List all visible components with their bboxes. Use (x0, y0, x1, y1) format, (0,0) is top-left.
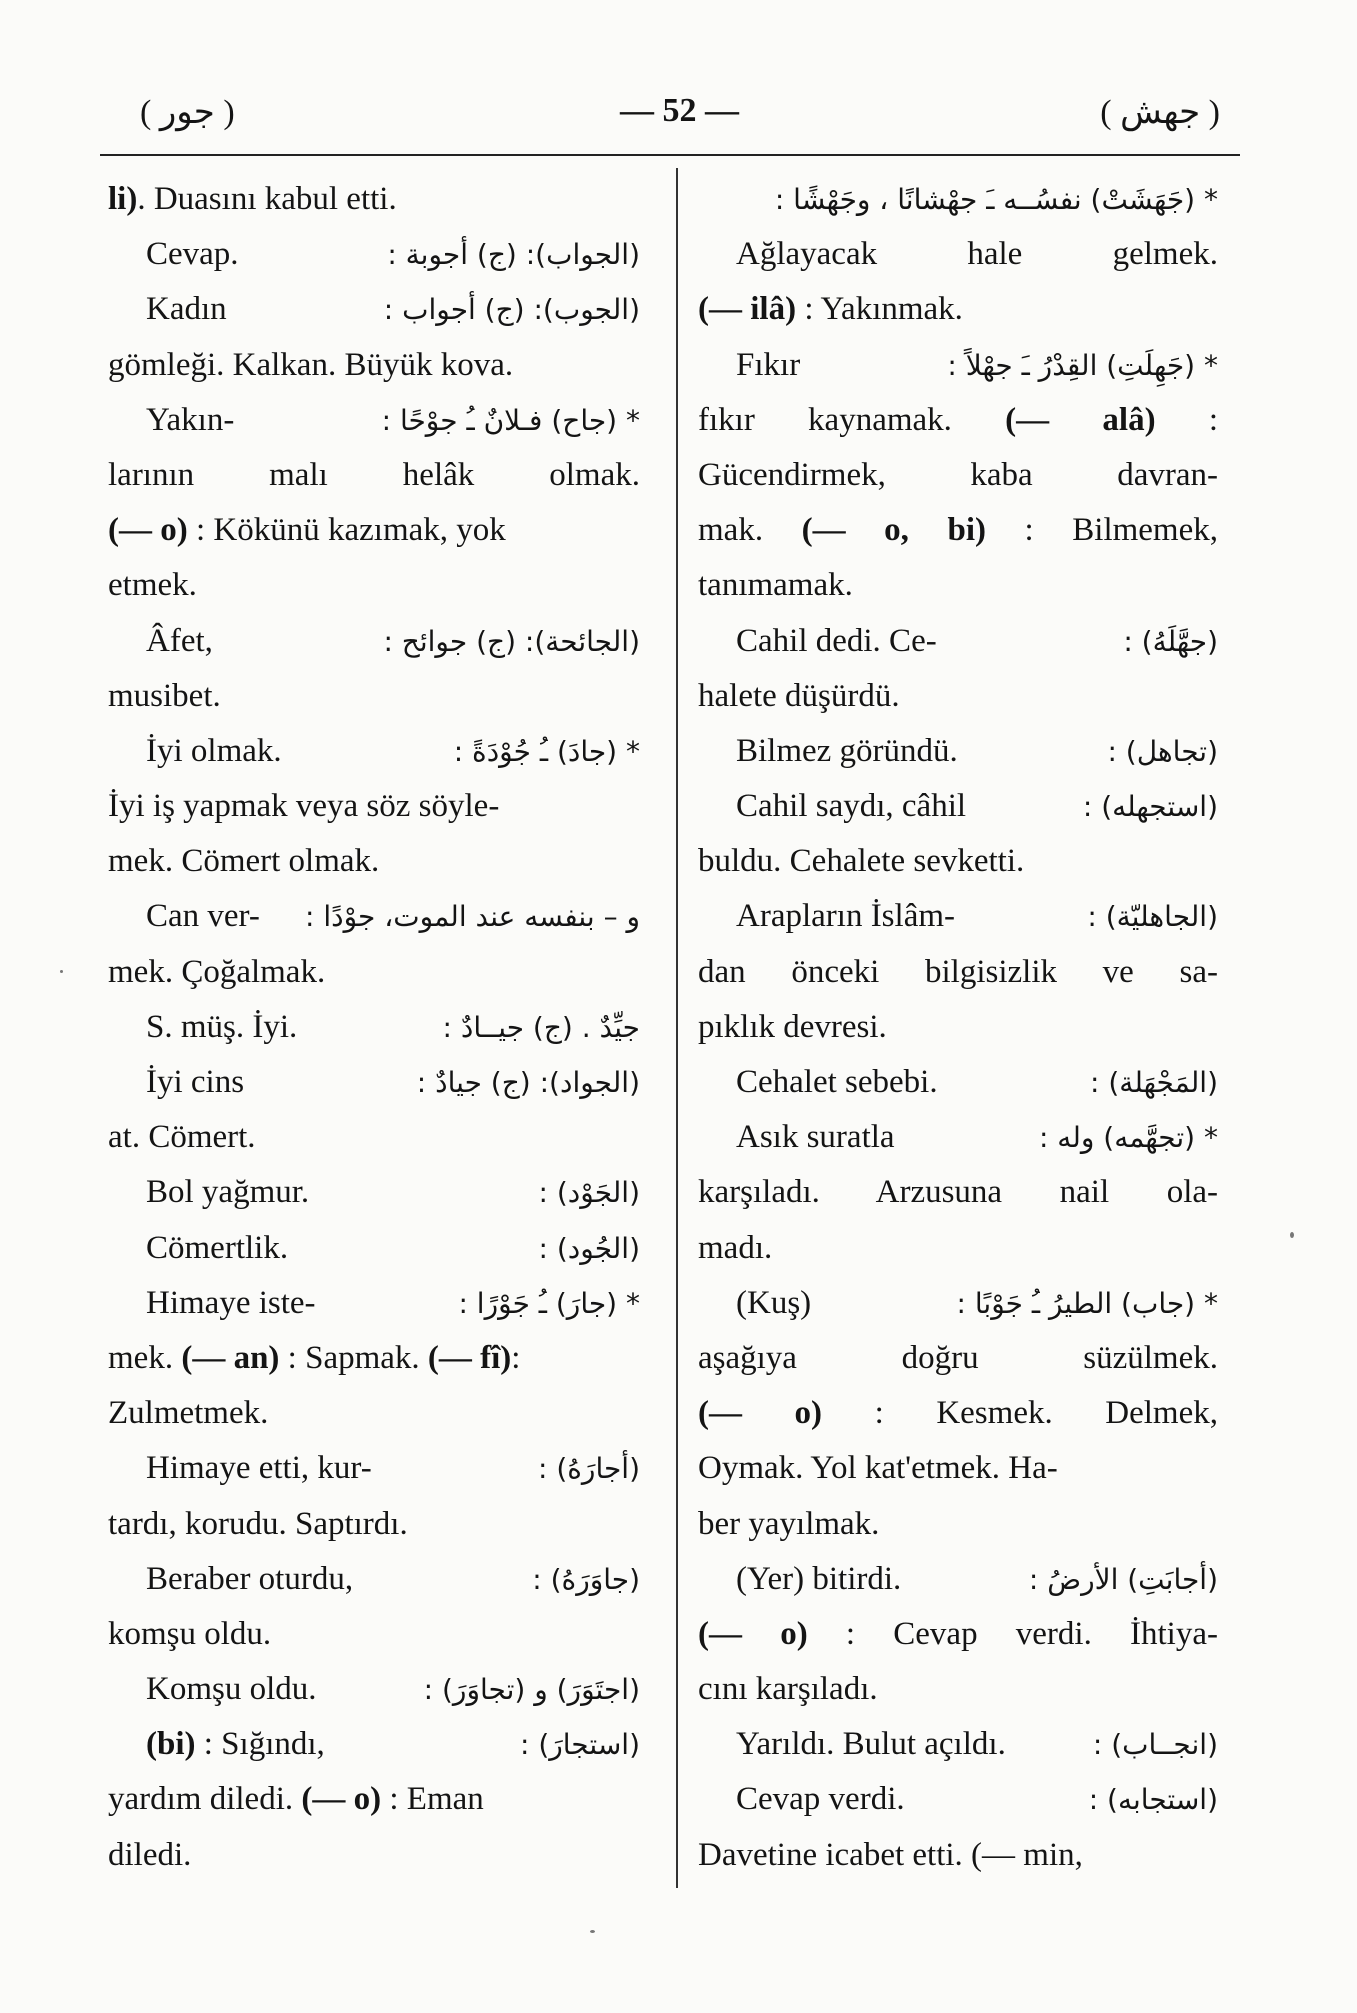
dictionary-line (698, 1497, 1218, 1552)
dictionary-line (698, 1386, 1218, 1441)
turkish-text: İyi olmak. (146, 732, 282, 769)
turkish-text: Cahil saydı, câhil (736, 788, 967, 825)
dictionary-line (698, 338, 1218, 393)
dictionary-line (698, 282, 1218, 337)
arabic-headword: (الجَوْد) : (538, 1176, 640, 1210)
turkish-text: at. Cömert. (108, 1119, 256, 1156)
turkish-text: (Kuş) (736, 1284, 812, 1321)
arabic-headword: (الجواب): (ج) أجوبة : (387, 238, 640, 272)
dictionary-line (108, 1828, 640, 1883)
turkish-text: (— o) : Cevap verdi. İhtiya- (698, 1615, 1218, 1652)
dictionary-line (108, 227, 640, 282)
arabic-headword: * (جَهِلَتِ) القِدْرُ ـَ جهْلاً : (947, 348, 1218, 382)
dictionary-line (108, 503, 640, 558)
arabic-headword: جيِّدٌ . (ج) جيــادٌ : (442, 1010, 640, 1044)
dictionary-line (108, 558, 640, 613)
dictionary-line (698, 1055, 1218, 1110)
turkish-text: karşıladı. Arzusuna nail ola- (698, 1174, 1218, 1211)
paper-speck (60, 970, 63, 973)
turkish-text: ber yayılmak. (698, 1505, 880, 1542)
arabic-headword: (جهَّلَهُ) : (1123, 624, 1218, 658)
turkish-text: (— o) : Kesmek. Delmek, (698, 1395, 1218, 1432)
turkish-text: Yarıldı. Bulut açıldı. (736, 1726, 1006, 1763)
dictionary-line (698, 1772, 1218, 1827)
turkish-text: madı. (698, 1229, 773, 1266)
turkish-text: Oymak. Yol kat'etmek. Ha- (698, 1450, 1058, 1487)
dictionary-line (698, 172, 1218, 227)
arabic-headword: * (جاب) الطيرُ ـُ جَوْبًا : (956, 1286, 1218, 1320)
turkish-text: (bi) : Sığındı, (146, 1726, 325, 1763)
dictionary-line (108, 779, 640, 834)
dictionary-line (108, 393, 640, 448)
arabic-headword: (اجتَوَرَ) و (تجاوَرَ) : (423, 1673, 640, 1707)
arabic-headword: (الجواد): (ج) جيادٌ : (416, 1066, 640, 1099)
dictionary-line (698, 503, 1218, 558)
dictionary-line (698, 1110, 1218, 1165)
turkish-text: mek. (— an) : Sapmak. (— fî): (108, 1339, 521, 1376)
arabic-headword: (الجائحة): (ج) جوائح : (383, 624, 640, 658)
paper-speck (590, 1930, 595, 1933)
column-divider (676, 168, 678, 1888)
turkish-text: Kadın (146, 291, 227, 328)
arabic-headword: (الجوب): (ج) أجواب : (383, 293, 640, 327)
dictionary-line (698, 1552, 1218, 1607)
right-column (698, 172, 1218, 1883)
dictionary-line (698, 1662, 1218, 1717)
dictionary-line (108, 945, 640, 1000)
turkish-text: Bol yağmur. (146, 1174, 310, 1211)
arabic-headword: (الجُود) : (538, 1231, 640, 1265)
turkish-text: musibet. (108, 677, 221, 714)
arabic-headword: (جاوَرَهُ) : (532, 1562, 640, 1596)
turkish-text: cını karşıladı. (698, 1671, 878, 1708)
turkish-text: Himaye iste- (146, 1284, 316, 1321)
turkish-text: komşu oldu. (108, 1615, 272, 1652)
turkish-text: Arapların İslâm- (736, 898, 955, 935)
turkish-text: diledi. (108, 1836, 192, 1873)
dictionary-line (108, 1607, 640, 1662)
dictionary-line (108, 1441, 640, 1496)
dictionary-line (698, 614, 1218, 669)
turkish-text: Zulmetmek. (108, 1395, 269, 1432)
turkish-text: (— o) : Kökünü kazımak, yok (108, 512, 506, 549)
turkish-text: etmek. (108, 567, 197, 604)
dictionary-line (698, 1000, 1218, 1055)
arabic-headword: (استجارَ) : (520, 1728, 640, 1762)
dictionary-line (108, 724, 640, 779)
page-number: — 52 — (620, 92, 739, 129)
turkish-text: aşağıya doğru süzülmek. (698, 1339, 1218, 1376)
page-header (100, 92, 1240, 152)
turkish-text: gömleği. Kalkan. Büyük kova. (108, 346, 514, 383)
dictionary-line (108, 669, 640, 724)
dictionary-line (108, 1110, 640, 1165)
dictionary-line (108, 1221, 640, 1276)
turkish-text: Cehalet sebebi. (736, 1064, 938, 1100)
dictionary-line (108, 1772, 640, 1827)
arabic-headword: * (جاح) فـلانٌ ـُ جوْحًا : (381, 403, 640, 437)
turkish-text: larının malı helâk olmak. (108, 456, 640, 493)
arabic-headword: * (جَهَشَتْ) نفسُــه ـَ جهْشانًا ، وجَهْشًا : (774, 183, 1218, 216)
turkish-text: Cömertlik. (146, 1229, 289, 1266)
dictionary-line (698, 945, 1218, 1000)
turkish-text: Âfet, (146, 622, 213, 659)
dictionary-line (698, 779, 1218, 834)
turkish-text: mak. (— o, bi) : Bilmemek, (698, 512, 1218, 549)
dictionary-line (108, 1000, 640, 1055)
arabic-headword: و – بنفسه عند الموت، جوْدًا : (305, 900, 640, 934)
dictionary-line (108, 1717, 640, 1772)
turkish-text: Yakın- (146, 401, 235, 438)
turkish-text: dan önceki bilgisizlik ve sa- (698, 953, 1218, 990)
header-right-keyword: ( جهش ) (1100, 94, 1220, 131)
arabic-headword: (تجاهل) : (1107, 734, 1218, 768)
turkish-text: Ağlayacak hale gelmek. (736, 236, 1218, 273)
header-left-keyword: ( جور ) (140, 94, 235, 131)
dictionary-line (698, 1221, 1218, 1276)
dictionary-line (108, 338, 640, 393)
arabic-headword: * (جادَ) ـُ جُوْدَةً : (453, 734, 640, 768)
dictionary-line (108, 1662, 640, 1717)
turkish-text: Beraber oturdu, (146, 1560, 354, 1597)
dictionary-line (108, 448, 640, 503)
turkish-text: (Yer) bitirdi. (736, 1560, 902, 1597)
dictionary-line (698, 1441, 1218, 1496)
turkish-text: Komşu oldu. (146, 1671, 317, 1708)
dictionary-line (698, 1717, 1218, 1772)
turkish-text: İyi iş yapmak veya söz söyle- (108, 788, 500, 825)
arabic-headword: (الجاهليّة) : (1087, 900, 1218, 934)
dictionary-line (108, 1552, 640, 1607)
dictionary-line (698, 448, 1218, 503)
arabic-headword: * (جارَ) ـُ جَوْرًا : (458, 1286, 640, 1320)
dictionary-line (108, 834, 640, 889)
dictionary-line (108, 614, 640, 669)
dictionary-line (108, 889, 640, 944)
turkish-text: Can ver- (146, 898, 260, 935)
turkish-text: Cevap verdi. (736, 1781, 905, 1818)
arabic-headword: (استجابه) : (1088, 1783, 1218, 1817)
turkish-text: İyi cins (146, 1064, 245, 1100)
turkish-text: fıkır kaynamak. (— alâ) : (698, 401, 1218, 438)
arabic-headword: (أجارَهُ) : (538, 1452, 640, 1486)
turkish-text: tanımamak. (698, 567, 853, 604)
header-rule (100, 154, 1240, 156)
turkish-text: pıklık devresi. (698, 1008, 887, 1045)
left-column (108, 172, 640, 1883)
turkish-text: tardı, korudu. Saptırdı. (108, 1505, 408, 1542)
turkish-text: mek. Çoğalmak. (108, 953, 326, 990)
arabic-headword: * (تجهَّمه) وله : (1038, 1121, 1218, 1155)
turkish-text: Davetine icabet etti. (— min, (698, 1836, 1083, 1873)
dictionary-line (108, 1165, 640, 1220)
dictionary-line (108, 1055, 640, 1110)
turkish-text: halete düşürdü. (698, 677, 900, 714)
turkish-text: Asık suratla (736, 1119, 895, 1156)
turkish-text: Bilmez göründü. (736, 732, 958, 769)
dictionary-line (698, 834, 1218, 889)
dictionary-line (698, 1607, 1218, 1662)
dictionary-line (698, 1828, 1218, 1883)
dictionary-line (108, 1497, 640, 1552)
arabic-headword: (المَجْهَلة) : (1090, 1066, 1218, 1099)
turkish-text: Cahil dedi. Ce- (736, 622, 937, 659)
turkish-text: yardım diledi. (— o) : Eman (108, 1781, 484, 1818)
turkish-text: Fıkır (736, 346, 801, 383)
turkish-text: (— ilâ) : Yakınmak. (698, 291, 963, 328)
turkish-text: Gücendirmek, kaba davran- (698, 456, 1218, 493)
dictionary-line (108, 282, 640, 337)
dictionary-line (698, 393, 1218, 448)
turkish-text: Cevap. (146, 236, 239, 273)
turkish-text: buldu. Cehalete sevketti. (698, 843, 1025, 880)
dictionary-line (108, 1331, 640, 1386)
dictionary-line (698, 1165, 1218, 1220)
dictionary-line (698, 889, 1218, 944)
turkish-text: li). Duasını kabul etti. (108, 181, 397, 217)
turkish-text: S. müş. İyi. (146, 1008, 298, 1045)
arabic-headword: (أجابَتِ) الأرضُ : (1028, 1562, 1218, 1596)
turkish-text: mek. Cömert olmak. (108, 843, 380, 880)
dictionary-line (698, 1331, 1218, 1386)
dictionary-line (108, 1386, 640, 1441)
dictionary-line (108, 172, 640, 227)
arabic-headword: (استجهله) : (1082, 790, 1218, 824)
turkish-text: Himaye etti, kur- (146, 1450, 372, 1487)
arabic-headword: (انجــاب) : (1092, 1728, 1218, 1762)
dictionary-line (698, 227, 1218, 282)
dictionary-line (698, 724, 1218, 779)
dictionary-line (698, 558, 1218, 613)
dictionary-line (698, 1276, 1218, 1331)
dictionary-line (698, 669, 1218, 724)
dictionary-line (108, 1276, 640, 1331)
paper-speck (1290, 1232, 1294, 1238)
